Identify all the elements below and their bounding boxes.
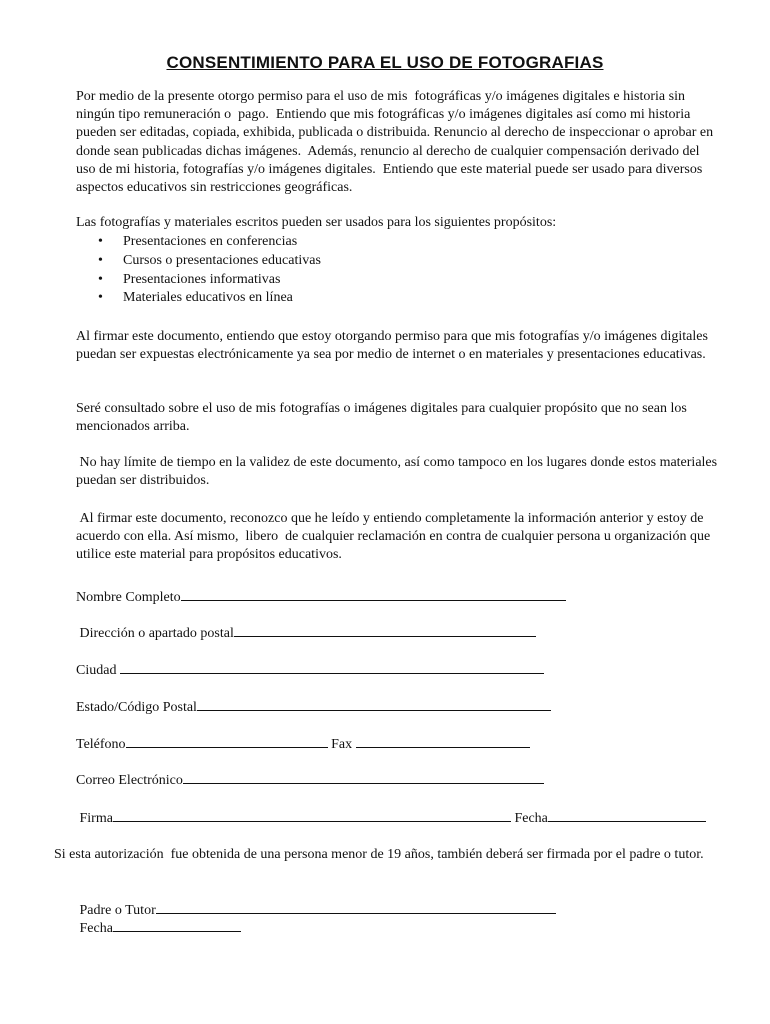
intro-paragraph: Por medio de la presente otorgo permiso para el uso de mis fotográficas y/o imágenes digitales e historia sin ningún tipo remuneración o pago. Entiendo que mis fotográficas y/o imágenes digitales así como mi historia pueden ser editadas, copiada, exhibida, publicada o distribuida. Renuncio al derecho de inspeccionar o aprobar en donde sean publicadas dichas imágenes. Además, renuncio al derecho de cualquier compensación derivado del uso de mi historia, fotografías y/o imágenes digitales. Entiendo que este material puede ser usado para diversos aspectos educativos sin restricciones geográficas. xyxy=(76,89,717,196)
address-field[interactable] xyxy=(76,623,536,642)
minor-notice: Si esta autorización fue obtenida de una persona menor de 19 años, también deberá ser firmada por el padre o tutor. xyxy=(54,847,704,862)
purposes-intro: Las fotografías y materiales escritos pueden ser usados para los siguientes propósitos: xyxy=(76,215,557,230)
purposes-list xyxy=(98,233,321,308)
phone-label: Teléfono xyxy=(76,737,126,752)
purpose-item: • Materiales educativos en línea xyxy=(98,289,321,308)
city-label: Ciudad xyxy=(76,663,120,678)
purpose-item: • Presentaciones en conferencias xyxy=(98,233,321,252)
consulted-paragraph: Seré consultado sobre el uso de mis fotografías o imágenes digitales para cualquier propósito que no sean los mencionados arriba. xyxy=(76,401,691,435)
guardian-field[interactable] xyxy=(76,900,556,919)
guardian-date-label: Fecha xyxy=(76,921,113,936)
signature-label: Firma xyxy=(76,811,113,826)
address-line[interactable] xyxy=(234,623,536,637)
signature-line[interactable] xyxy=(113,808,511,822)
full-name-field[interactable] xyxy=(76,587,566,606)
date-label: Fecha xyxy=(510,811,548,826)
document-title: CONSENTIMIENTO PARA EL USO DE FOTOGRAFIAS xyxy=(166,53,604,72)
guardian-label: Padre o Tutor xyxy=(76,903,156,918)
guardian-date-line[interactable] xyxy=(113,918,241,932)
full-name-label: Nombre Completo xyxy=(76,590,181,605)
fax-line[interactable] xyxy=(356,734,530,748)
email-label: Correo Electrónico xyxy=(76,773,183,788)
purpose-item: • Presentaciones informativas xyxy=(98,271,321,290)
state-zip-line[interactable] xyxy=(197,697,551,711)
address-label: Dirección o apartado postal xyxy=(76,626,234,641)
email-field[interactable] xyxy=(76,770,544,789)
full-name-line[interactable] xyxy=(181,587,566,601)
city-line[interactable] xyxy=(120,660,544,674)
fax-label: Fax xyxy=(327,737,356,752)
city-field[interactable] xyxy=(76,660,544,679)
phone-fax-field[interactable] xyxy=(76,734,530,753)
exposure-paragraph: Al firmar este documento, entiendo que estoy otorgando permiso para que mis fotografías y/o imágenes digitales puedan ser expuestas electrónicamente ya sea por medio de internet o en materiales y presentaciones educativas. xyxy=(76,329,712,363)
state-zip-label: Estado/Código Postal xyxy=(76,700,197,715)
validity-paragraph: No hay límite de tiempo en la validez de este documento, así como tampoco en los lugares donde estos materiales puedan ser distribuidos. xyxy=(76,455,721,489)
state-zip-field[interactable] xyxy=(76,697,551,716)
date-line[interactable] xyxy=(548,808,706,822)
release-paragraph: Al firmar este documento, reconozco que he leído y entiendo completamente la información anterior y estoy de acuerdo con ella. Así mismo, libero de cualquier reclamación en contra de cualquier persona u organización que utilice este material para propósitos educativos. xyxy=(76,511,714,563)
phone-line[interactable] xyxy=(126,734,328,748)
guardian-line[interactable] xyxy=(156,900,556,914)
email-line[interactable] xyxy=(183,770,544,784)
purpose-item: • Cursos o presentaciones educativas xyxy=(98,252,321,271)
guardian-date-field[interactable] xyxy=(76,918,241,937)
signature-date-field[interactable] xyxy=(76,808,706,827)
